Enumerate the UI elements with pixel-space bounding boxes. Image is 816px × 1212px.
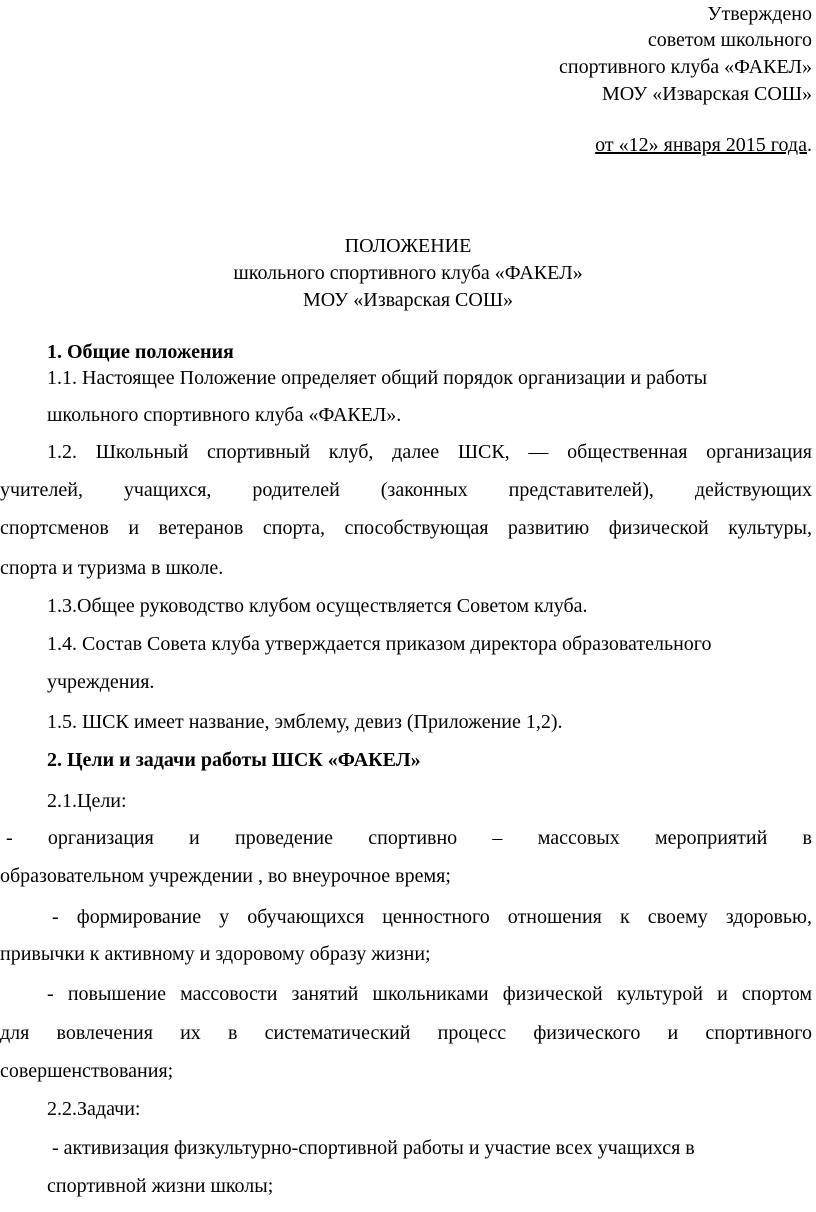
task-1-line-2: спортивной жизни школы; [47,1175,274,1197]
document-organization: МОУ «Изварская СОШ» [303,289,513,311]
goal-3-line-2: для вовлечения их в систематический процесс физического и спортивного [0,1022,812,1044]
document-subtitle: школьного спортивного клуба «ФАКЕЛ» [233,262,583,284]
paragraph-1-2-line-3: спортсменов и ветеранов спорта, способствующая развитию физической культуры, [0,517,812,539]
approval-date-text: от «12» января 2015 года [595,134,807,156]
goals-label: 2.1.Цели: [47,790,127,812]
paragraph-1-4-line-2: учреждения. [47,671,155,693]
paragraph-1-1-line-2: школьного спортивного клуба «ФАКЕЛ». [47,404,402,426]
tasks-label: 2.2.Задачи: [47,1098,141,1120]
goal-1-line-1: - организация и проведение спортивно – массовых мероприятий в [6,827,812,849]
goal-2-line-1: - формирование у обучающихся ценностного отношения к своему здоровью, [52,906,812,928]
paragraph-1-5: 1.5. ШСК имеет название, эмблему, девиз (Приложение 1,2). [47,711,563,733]
approval-date-period: . [807,134,812,156]
approval-line-1: Утверждено [707,3,812,25]
section-1-heading-text: 1. Общие положения [47,341,234,363]
goal-3-line-1: - повышение массовости занятий школьниками физической культурой и спортом [47,983,812,1005]
approval-date [595,133,812,157]
paragraph-1-4-line-1: 1.4. Состав Совета клуба утверждается приказом директора образовательного [47,633,712,655]
goal-3-line-3: совершенствования; [0,1060,174,1082]
task-1-line-1: - активизация физкультурно-спортивной работы и участие всех учащихся в [47,1137,695,1159]
goal-2-line-2: привычки к активному и здоровому образу жизни; [0,943,431,965]
paragraph-1-2-line-2: учителей, учащихся, родителей (законных представителей), действующих [0,479,812,501]
section-2-heading-text: 2. Цели и задачи работы ШСК «ФАКЕЛ» [47,749,421,771]
document-title: ПОЛОЖЕНИЕ [344,235,472,257]
section-2-heading [47,748,421,772]
section-1-heading [47,340,234,364]
paragraph-1-1-line-1: 1.1. Настоящее Положение определяет общий порядок организации и работы [47,367,708,389]
goal-1-line-2: образовательном учреждении , во внеурочное время; [0,865,451,887]
paragraph-1-2-line-1: 1.2. Школьный спортивный клуб, далее ШСК, — общественная организация [47,441,812,463]
approval-line-4: МОУ «Изварская СОШ» [602,83,812,105]
approval-line-3: спортивного клуба «ФАКЕЛ» [559,56,812,78]
paragraph-1-2-line-4: спорта и туризма в школе. [0,557,224,579]
approval-line-2: советом школьного [647,29,812,51]
paragraph-1-3: 1.3.Общее руководство клубом осуществляется Советом клуба. [47,595,588,617]
